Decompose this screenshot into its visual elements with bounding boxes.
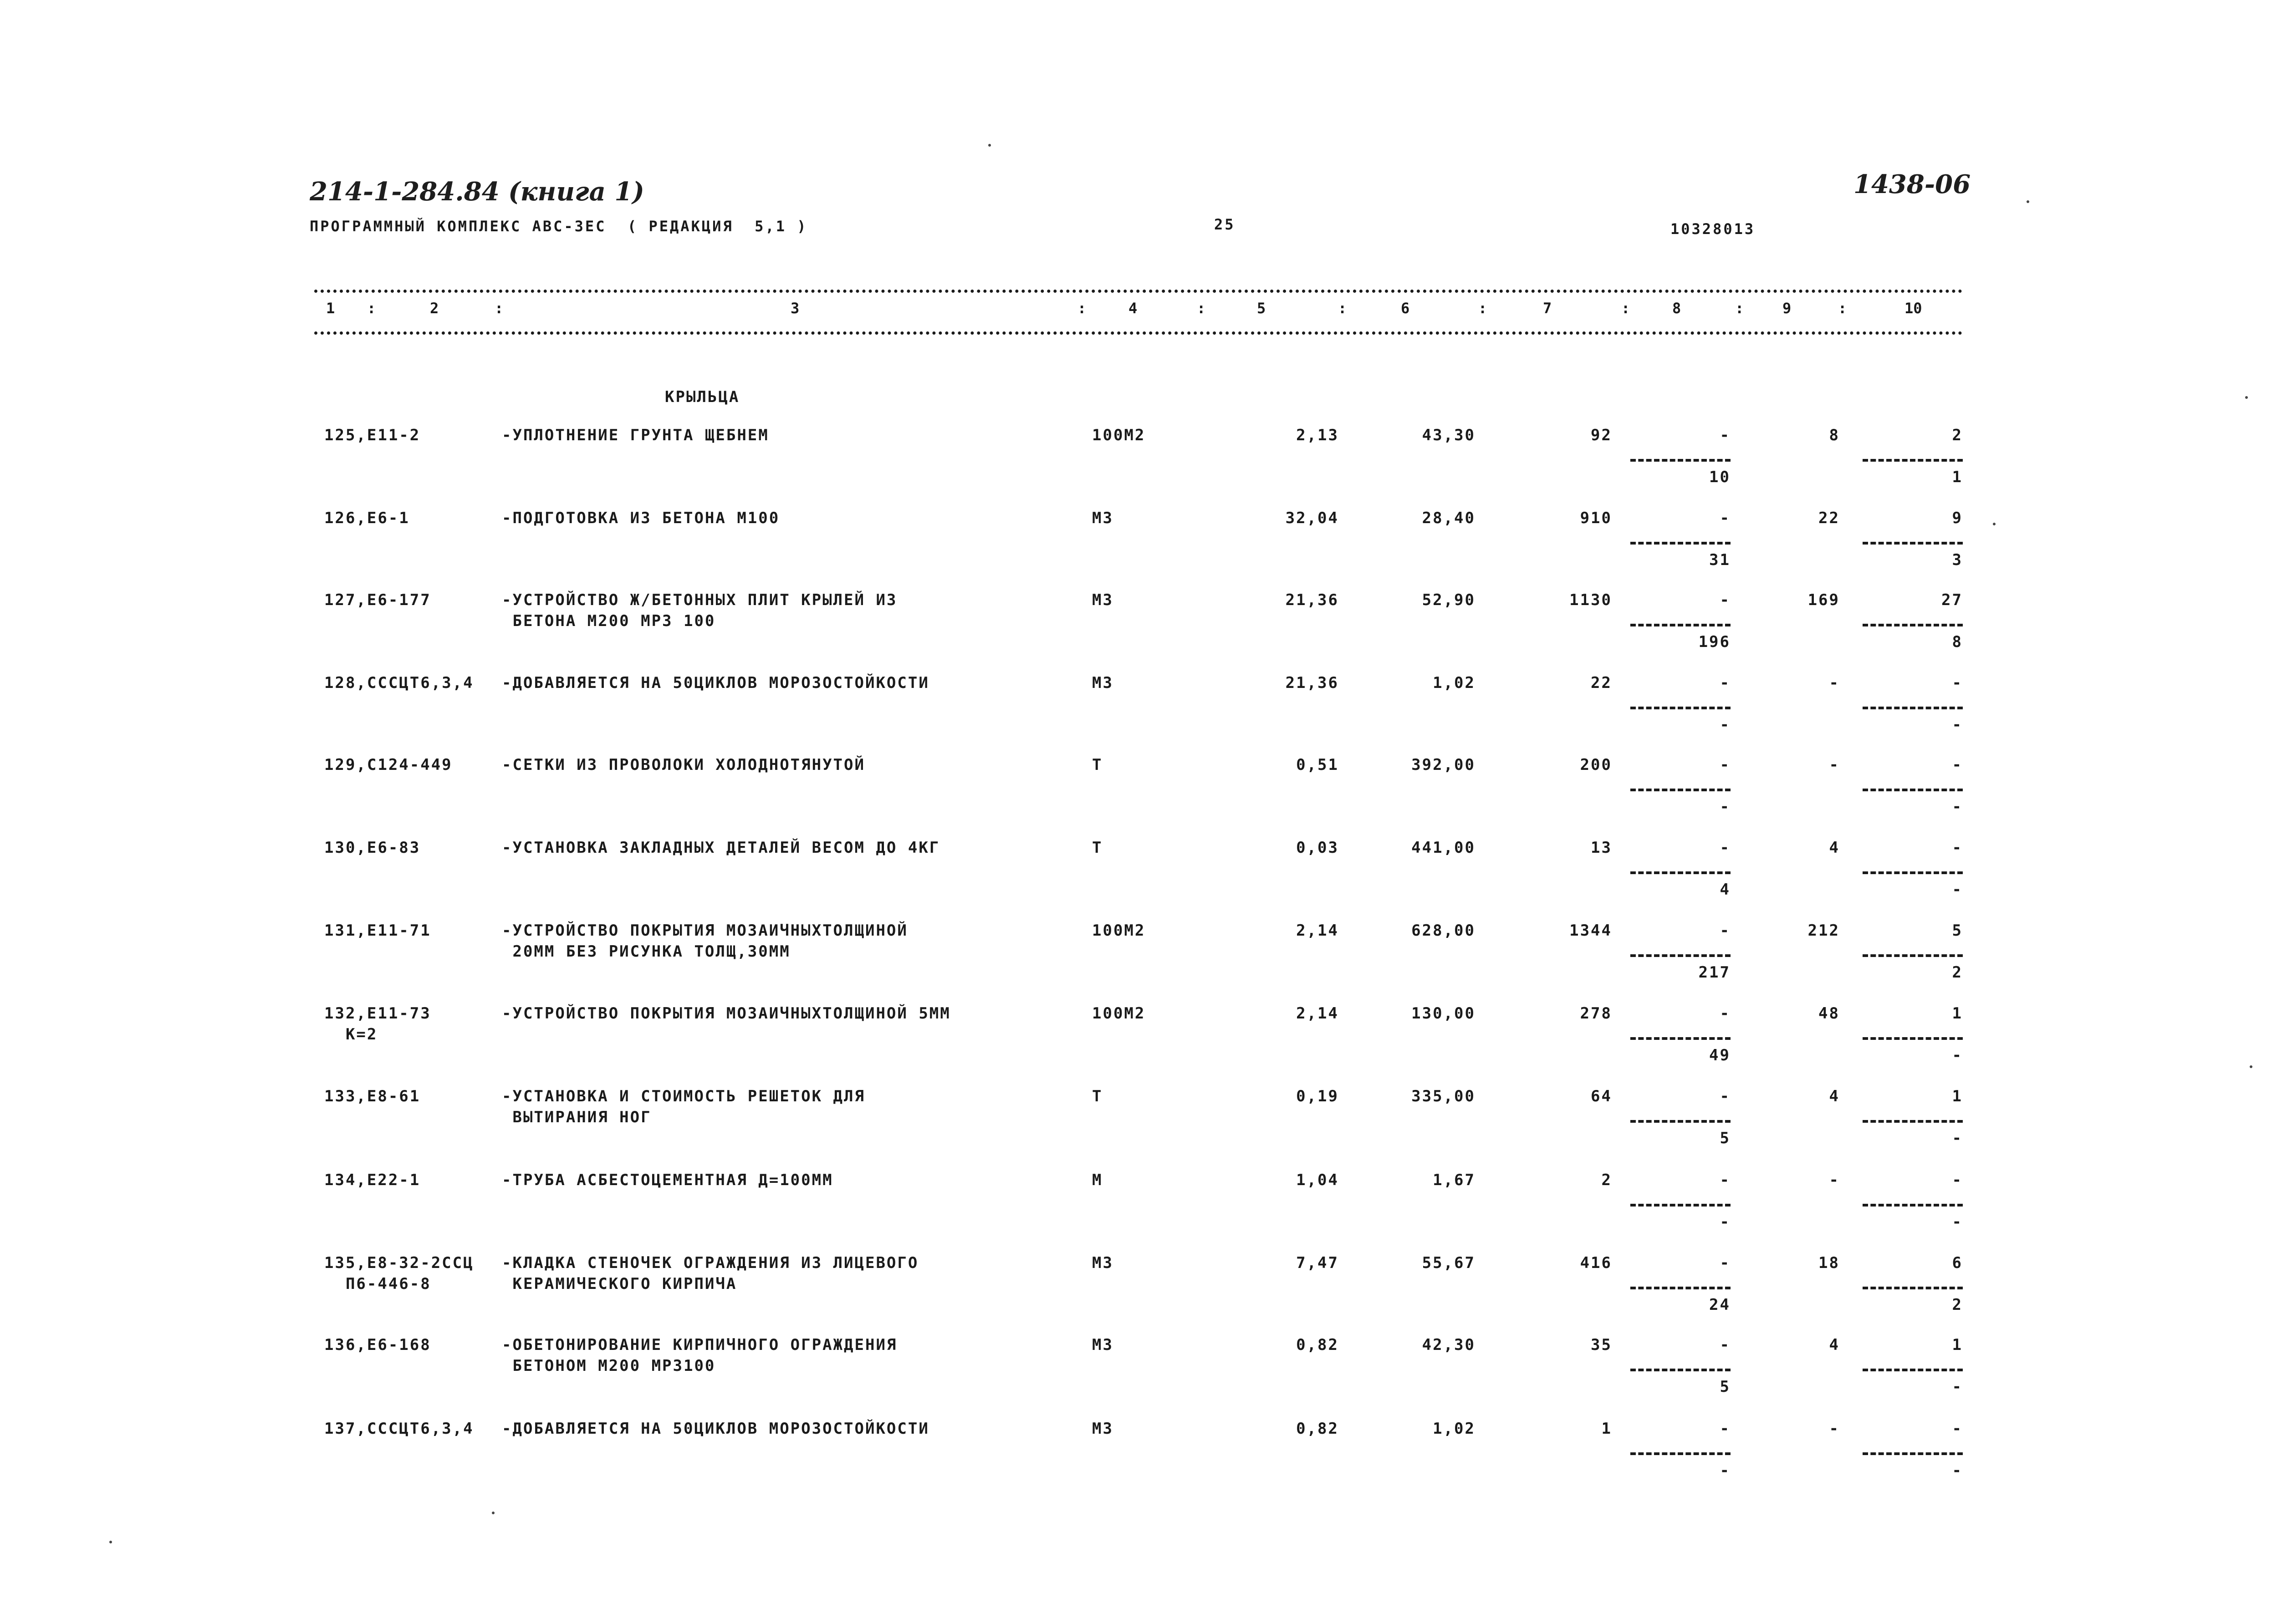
cell-bot10: - [1952,1213,1963,1231]
header-bottom-rule [314,331,1963,335]
cell-qty: 2,14 [1296,921,1339,940]
col-separator: : [1838,300,1847,317]
cell-bot8: - [1720,716,1731,734]
cell-desc: -ОБЕТОНИРОВАНИЕ КИРПИЧНОГО ОГРАЖДЕНИЯ [502,1336,898,1354]
cell-price: 628,00 [1411,921,1475,940]
cell-price: 1,02 [1433,674,1475,692]
scan-speck [988,144,991,147]
table-row [0,756,2277,824]
cell-top8: - [1720,1171,1731,1189]
cell-code: 125,Е11-2 [324,426,421,444]
cell-col9: 4 [1829,1087,1840,1105]
cell-bot8: 217 [1698,963,1731,982]
page-number: 25 [1214,216,1236,233]
section-title: КРЫЛЬЦА [665,388,740,406]
cell-bot8: 24 [1709,1296,1731,1314]
cell-col9: - [1829,1420,1840,1438]
cell-top8: - [1720,839,1731,857]
cell-top10: 1 [1952,1336,1963,1354]
cell-top8: - [1720,1420,1731,1438]
cell-unit: Т [1092,756,1103,774]
cell-top10: - [1952,839,1963,857]
cell-top10: - [1952,1420,1963,1438]
fraction-line-col8 [1630,1452,1731,1455]
cell-desc2: БЕТОНОМ М200 МРЗ100 [502,1357,716,1375]
cell-unit: 100М2 [1092,1004,1146,1023]
cell-price: 441,00 [1411,839,1475,857]
cell-qty: 0,82 [1296,1336,1339,1354]
table-row [0,1254,2277,1322]
cell-bot8: 31 [1709,551,1731,569]
fraction-line-col10 [1863,1120,1963,1123]
cell-desc: -ДОБАВЛЯЕТСЯ НА 50ЦИКЛОВ МОРОЗОСТОЙКОСТИ [502,1420,929,1438]
cell-top8: - [1720,1254,1731,1272]
cell-unit: М3 [1092,591,1113,609]
table-row [0,1420,2277,1488]
cell-bot8: 196 [1698,633,1731,651]
cell-top8: - [1720,426,1731,444]
cell-col9: 22 [1818,509,1840,527]
cell-desc: -УСТРОЙСТВО ПОКРЫТИЯ МОЗАИЧНЫХТОЛЩИНОЙ 5ММ [502,1004,951,1023]
cell-top10: 1 [1952,1087,1963,1105]
cell-total: 92 [1591,426,1612,444]
col-separator: : [1621,300,1630,317]
cell-qty: 21,36 [1285,591,1339,609]
cell-total: 22 [1591,674,1612,692]
cell-bot10: 2 [1952,963,1963,982]
fraction-line-col8 [1630,1204,1731,1207]
cell-qty: 21,36 [1285,674,1339,692]
cell-bot10: - [1952,1046,1963,1064]
cell-code: 136,Е6-168 [324,1336,431,1354]
cell-col9: - [1829,1171,1840,1189]
col-separator: : [1735,300,1744,317]
table-row [0,921,2277,990]
fraction-line-col8 [1630,624,1731,626]
cell-code: 137,СССЦТ6,3,4 [324,1420,474,1438]
fraction-line-col8 [1630,459,1731,462]
fraction-line-col10 [1863,954,1963,957]
cell-top8: - [1720,509,1731,527]
cell-total: 35 [1591,1336,1612,1354]
cell-unit: Т [1092,1087,1103,1105]
table-row [0,509,2277,577]
cell-total: 2 [1601,1171,1612,1189]
col-separator: : [1338,300,1347,317]
cell-desc: -ПОДГОТОВКА ИЗ БЕТОНА М100 [502,509,780,527]
cell-price: 43,30 [1422,426,1475,444]
cell-bot10: 1 [1952,468,1963,486]
cell-total: 1 [1601,1420,1612,1438]
col-separator: : [1197,300,1206,317]
cell-code2: К=2 [324,1025,378,1044]
fraction-line-col8 [1630,1037,1731,1040]
col-separator: : [495,300,504,317]
scan-speck [109,1541,112,1543]
cell-price: 52,90 [1422,591,1475,609]
cell-desc: -ДОБАВЛЯЕТСЯ НА 50ЦИКЛОВ МОРОЗОСТОЙКОСТИ [502,674,929,692]
cell-bot10: 3 [1952,551,1963,569]
table-row [0,591,2277,659]
fraction-line-col10 [1863,789,1963,791]
fraction-line-col8 [1630,707,1731,709]
cell-price: 42,30 [1422,1336,1475,1354]
cell-top8: - [1720,756,1731,774]
cell-code: 130,Е6-83 [324,839,421,857]
cell-total: 13 [1591,839,1612,857]
cell-unit: М3 [1092,1420,1113,1438]
col-header-1: 1 [326,300,335,317]
cell-total: 1130 [1569,591,1612,609]
scan-speck [2027,200,2029,203]
col-header-7: 7 [1543,300,1552,317]
cell-price: 130,00 [1411,1004,1475,1023]
cell-bot10: - [1952,1129,1963,1147]
cell-total: 1344 [1569,921,1612,940]
cell-code: 126,Е6-1 [324,509,410,527]
cell-top8: - [1720,591,1731,609]
cell-price: 1,02 [1433,1420,1475,1438]
cell-top10: 2 [1952,426,1963,444]
cell-desc: -КЛАДКА СТЕНОЧЕК ОГРАЖДЕНИЯ ИЗ ЛИЦЕВОГО [502,1254,919,1272]
table-row [0,839,2277,907]
program-line: ПРОГРАММНЫЙ КОМПЛЕКС АВС-ЗЕС ( РЕДАКЦИЯ 5,1 ) [310,218,808,235]
cell-desc: -УСТРОЙСТВО ПОКРЫТИЯ МОЗАИЧНЫХТОЛЩИНОЙ [502,921,908,940]
fraction-line-col10 [1863,1037,1963,1040]
cell-top10: 27 [1941,591,1963,609]
cell-top10: 6 [1952,1254,1963,1272]
cell-desc2: ВЫТИРАНИЯ НОГ [502,1108,652,1126]
cell-top10: 5 [1952,921,1963,940]
cell-unit: М [1092,1171,1103,1189]
fraction-line-col10 [1863,1204,1963,1207]
cell-total: 416 [1580,1254,1612,1272]
cell-desc: -УСТРОЙСТВО Ж/БЕТОННЫХ ПЛИТ КРЫЛЕЙ ИЗ [502,591,898,609]
cell-top10: - [1952,1171,1963,1189]
col-header-3: 3 [791,300,800,317]
fraction-line-col10 [1863,707,1963,709]
cell-desc2: КЕРАМИЧЕСКОГО КИРПИЧА [502,1275,737,1293]
col-separator: : [1077,300,1087,317]
cell-bot8: 49 [1709,1046,1731,1064]
cell-total: 64 [1591,1087,1612,1105]
cell-code: 133,Е8-61 [324,1087,421,1105]
fraction-line-col8 [1630,1287,1731,1289]
cell-bot8: 5 [1720,1378,1731,1396]
document-code: 10328013 [1670,220,1756,238]
cell-qty: 0,51 [1296,756,1339,774]
cell-col9: 169 [1807,591,1840,609]
cell-qty: 1,04 [1296,1171,1339,1189]
fraction-line-col10 [1863,1287,1963,1289]
scan-speck [2250,1065,2252,1068]
fraction-line-col8 [1630,1120,1731,1123]
col-separator: : [367,300,376,317]
fraction-line-col8 [1630,542,1731,545]
fraction-line-col8 [1630,954,1731,957]
cell-bot8: - [1720,1213,1731,1231]
cell-top8: - [1720,1336,1731,1354]
fraction-line-col8 [1630,1369,1731,1371]
cell-code: 132,Е11-73 [324,1004,431,1023]
table-row [0,1087,2277,1156]
cell-code: 128,СССЦТ6,3,4 [324,674,474,692]
handwritten-reference: 214-1-284.84 (книга 1) [310,177,644,207]
cell-desc2: 20ММ БЕЗ РИСУНКА ТОЛЩ,30ММ [502,942,791,961]
cell-unit: 100М2 [1092,921,1146,940]
cell-bot8: - [1720,798,1731,816]
cell-desc2: БЕТОНА М200 МРЗ 100 [502,612,716,630]
cell-bot10: 2 [1952,1296,1963,1314]
header-top-rule [314,290,1963,293]
cell-col9: 212 [1807,921,1840,940]
fraction-line-col10 [1863,871,1963,874]
fraction-line-col10 [1863,542,1963,545]
cell-desc: -УСТАНОВКА И СТОИМОСТЬ РЕШЕТОК ДЛЯ [502,1087,865,1105]
cell-bot8: - [1720,1461,1731,1480]
cell-bot10: - [1952,1461,1963,1480]
cell-top8: - [1720,1087,1731,1105]
cell-code: 131,Е11-71 [324,921,431,940]
col-header-9: 9 [1782,300,1792,317]
cell-col9: 8 [1829,426,1840,444]
cell-top10: - [1952,756,1963,774]
cell-code: 134,Е22-1 [324,1171,421,1189]
scan-speck [1993,523,1996,525]
cell-unit: 100М2 [1092,426,1146,444]
cell-bot8: 4 [1720,881,1731,899]
table-row [0,674,2277,742]
cell-desc: -УПЛОТНЕНИЕ ГРУНТА ЩЕБНЕМ [502,426,769,444]
cell-price: 1,67 [1433,1171,1475,1189]
cell-col9: 4 [1829,839,1840,857]
col-header-8: 8 [1672,300,1681,317]
scan-speck [492,1512,495,1514]
col-header-6: 6 [1401,300,1410,317]
cell-qty: 0,82 [1296,1420,1339,1438]
cell-price: 55,67 [1422,1254,1475,1272]
table-row [0,1171,2277,1239]
col-header-4: 4 [1128,300,1138,317]
cell-qty: 7,47 [1296,1254,1339,1272]
cell-col9: 18 [1818,1254,1840,1272]
fraction-line-col8 [1630,789,1731,791]
cell-col9: 48 [1818,1004,1840,1023]
cell-qty: 2,13 [1296,426,1339,444]
scan-speck [2245,396,2248,399]
cell-price: 335,00 [1411,1087,1475,1105]
cell-top10: 1 [1952,1004,1963,1023]
cell-desc: -ТРУБА АСБЕСТОЦЕМЕНТНАЯ Д=100ММ [502,1171,833,1189]
cell-top8: - [1720,1004,1731,1023]
fraction-line-col10 [1863,1452,1963,1455]
fraction-line-col8 [1630,871,1731,874]
col-header-5: 5 [1257,300,1266,317]
cell-col9: - [1829,674,1840,692]
cell-unit: М3 [1092,509,1113,527]
cell-bot8: 5 [1720,1129,1731,1147]
cell-bot10: - [1952,798,1963,816]
cell-qty: 32,04 [1285,509,1339,527]
cell-unit: М3 [1092,1336,1113,1354]
cell-top10: 9 [1952,509,1963,527]
cell-code: 135,Е8-32-2ССЦ [324,1254,474,1272]
cell-price: 28,40 [1422,509,1475,527]
cell-total: 200 [1580,756,1612,774]
cell-qty: 0,03 [1296,839,1339,857]
cell-unit: М3 [1092,674,1113,692]
cell-unit: М3 [1092,1254,1113,1272]
cell-total: 278 [1580,1004,1612,1023]
cell-bot10: 8 [1952,633,1963,651]
fraction-line-col10 [1863,624,1963,626]
table-row [0,1004,2277,1073]
col-separator: : [1478,300,1487,317]
cell-bot10: - [1952,1378,1963,1396]
cell-desc: -СЕТКИ ИЗ ПРОВОЛОКИ ХОЛОДНОТЯНУТОЙ [502,756,865,774]
cell-col9: - [1829,756,1840,774]
fraction-line-col10 [1863,1369,1963,1371]
cell-code: 129,С124-449 [324,756,453,774]
cell-desc: -УСТАНОВКА ЗАКЛАДНЫХ ДЕТАЛЕЙ ВЕСОМ ДО 4КГ [502,839,940,857]
cell-qty: 0,19 [1296,1087,1339,1105]
col-header-2: 2 [430,300,439,317]
cell-top8: - [1720,921,1731,940]
fraction-line-col10 [1863,459,1963,462]
cell-price: 392,00 [1411,756,1475,774]
cell-bot8: 10 [1709,468,1731,486]
cell-bot10: - [1952,881,1963,899]
cell-total: 910 [1580,509,1612,527]
table-row [0,1336,2277,1404]
page-stamp: 1438-06 [1853,169,1971,199]
cell-qty: 2,14 [1296,1004,1339,1023]
cell-unit: Т [1092,839,1103,857]
cell-bot10: - [1952,716,1963,734]
cell-code2: П6-446-8 [324,1275,431,1293]
table-row [0,426,2277,494]
col-header-10: 10 [1904,300,1922,317]
cell-col9: 4 [1829,1336,1840,1354]
cell-top8: - [1720,674,1731,692]
cell-top10: - [1952,674,1963,692]
cell-code: 127,Е6-177 [324,591,431,609]
